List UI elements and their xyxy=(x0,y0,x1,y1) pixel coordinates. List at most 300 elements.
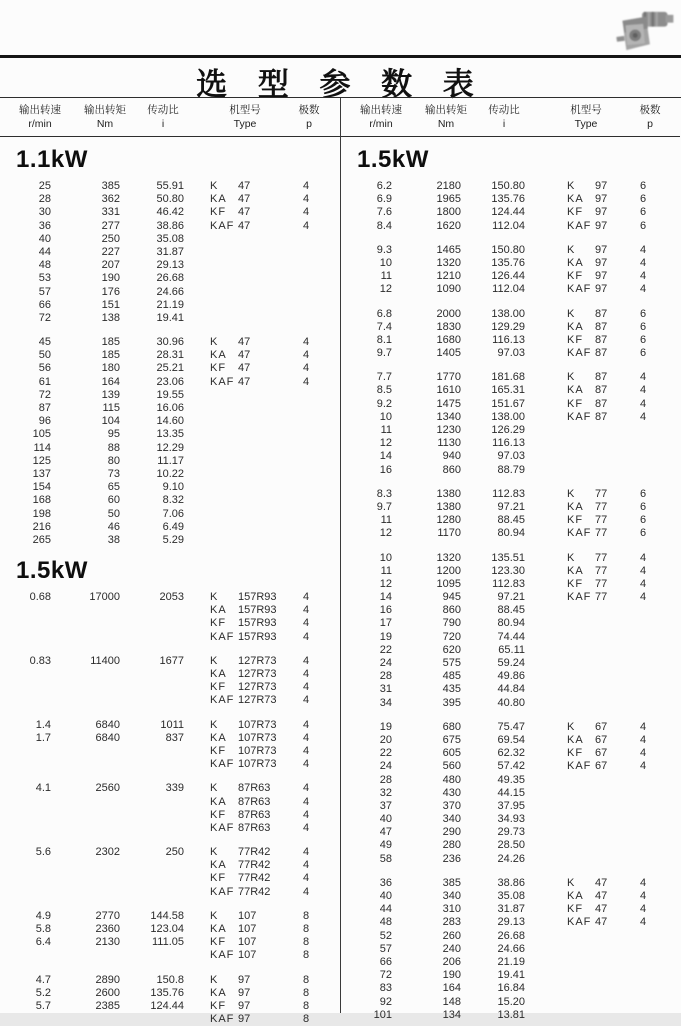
spacer xyxy=(186,846,210,859)
table-row xyxy=(0,745,340,758)
torque-cell xyxy=(53,822,122,835)
torque-cell xyxy=(53,694,122,707)
type-model-cell xyxy=(238,455,294,468)
spacer xyxy=(186,415,210,428)
type-prefix-cell: KF xyxy=(210,999,227,1012)
torque-cell: 73 xyxy=(107,467,120,480)
ratio-cell: 24.66 xyxy=(156,285,184,298)
row-block xyxy=(341,371,680,477)
table-row xyxy=(0,349,340,362)
torque-cell: 1610 xyxy=(436,384,461,397)
header-speed-unit: r/min xyxy=(369,118,393,130)
torque-cell: 38 xyxy=(107,533,120,546)
header-speed-unit: r/min xyxy=(28,118,52,130)
poles-cell xyxy=(631,697,655,710)
spacer xyxy=(186,591,210,604)
type-prefix-cell xyxy=(210,286,238,299)
poles-cell xyxy=(631,644,655,657)
poles-cell: 6 xyxy=(639,487,647,500)
speed-cell: 9.7 xyxy=(376,500,392,513)
ratio-cell: 50.80 xyxy=(156,193,184,206)
type-prefix-cell: K xyxy=(210,846,219,859)
poles-cell xyxy=(631,1009,655,1022)
poles-cell: 6 xyxy=(639,307,647,320)
type-prefix-cell: KA xyxy=(567,890,584,902)
speed-cell: 8.3 xyxy=(376,487,392,500)
speed-cell: 45 xyxy=(38,336,51,349)
torque-cell xyxy=(53,745,122,758)
speed-cell xyxy=(0,822,53,835)
type-prefix-cell xyxy=(210,468,238,481)
speed-cell xyxy=(0,949,53,962)
torque-cell: 2385 xyxy=(95,999,120,1012)
type-prefix-cell xyxy=(567,800,595,813)
torque-cell: 190 xyxy=(442,969,461,982)
type-model-cell xyxy=(238,233,294,246)
ratio-cell: 88.45 xyxy=(497,514,525,527)
type-prefix-cell: K xyxy=(567,307,576,320)
type-model-cell: 67 xyxy=(595,733,608,746)
header-poles xyxy=(635,103,665,131)
type-prefix-cell: KA xyxy=(210,731,227,744)
spacer xyxy=(186,631,210,644)
spacer xyxy=(527,283,567,296)
spacer xyxy=(186,745,210,758)
spacer xyxy=(186,362,210,375)
type-prefix-cell: KA xyxy=(210,859,227,872)
spacer xyxy=(527,244,567,257)
table-row xyxy=(341,943,680,956)
spacer xyxy=(527,800,567,813)
torque-cell: 236 xyxy=(442,852,461,865)
spacer xyxy=(186,272,210,285)
ratio-cell: 144.58 xyxy=(150,909,184,922)
torque-cell: 290 xyxy=(442,826,461,839)
table-row xyxy=(0,233,340,246)
speed-cell: 8.5 xyxy=(376,384,392,397)
torque-cell: 50 xyxy=(107,507,120,520)
spacer xyxy=(186,494,210,507)
torque-cell: 1095 xyxy=(436,577,461,590)
spacer xyxy=(527,956,567,969)
type-prefix-cell xyxy=(567,437,595,450)
type-model-cell: 77R42 xyxy=(238,885,271,898)
speed-cell: 32 xyxy=(379,786,392,799)
speed-cell: 16 xyxy=(379,604,392,617)
spacer xyxy=(186,859,210,872)
poles-cell: 4 xyxy=(639,243,647,256)
torque-cell xyxy=(53,949,122,962)
ratio-cell: 74.44 xyxy=(497,630,525,643)
ratio-cell: 14.60 xyxy=(156,415,184,428)
table-row xyxy=(341,384,680,397)
spacer xyxy=(527,930,567,943)
torque-cell: 88 xyxy=(107,441,120,454)
torque-cell: 1380 xyxy=(436,487,461,500)
ratio-cell: 44.84 xyxy=(497,683,525,696)
header-type xyxy=(196,103,294,131)
table-row xyxy=(341,488,680,501)
ratio-cell: 35.08 xyxy=(156,232,184,245)
header-type-unit: Type xyxy=(233,118,257,130)
poles-cell: 8 xyxy=(302,949,310,962)
poles-cell xyxy=(631,839,655,852)
table-row xyxy=(341,257,680,270)
speed-cell: 34 xyxy=(379,696,392,709)
spacer xyxy=(527,180,567,193)
type-model-cell xyxy=(238,246,294,259)
speed-cell: 28 xyxy=(38,193,51,206)
speed-cell xyxy=(0,617,53,630)
speed-cell: 101 xyxy=(373,1008,392,1021)
spacer xyxy=(186,180,210,193)
ratio-cell: 80.94 xyxy=(497,617,525,630)
spacer xyxy=(527,839,567,852)
speed-cell: 9.7 xyxy=(376,347,392,360)
poles-cell xyxy=(294,442,318,455)
type-prefix-cell xyxy=(567,683,595,696)
torque-cell: 370 xyxy=(442,799,461,812)
table-row xyxy=(341,839,680,852)
type-model-cell: 127R73 xyxy=(238,654,277,667)
ratio-cell xyxy=(122,949,186,962)
poles-cell xyxy=(294,415,318,428)
torque-cell: 2770 xyxy=(95,909,120,922)
ratio-cell: 25.21 xyxy=(156,362,184,375)
poles-cell: 4 xyxy=(639,876,647,889)
speed-cell: 6.9 xyxy=(376,193,392,206)
type-model-cell xyxy=(595,617,631,630)
table-row xyxy=(341,565,680,578)
table-row xyxy=(341,527,680,540)
speed-cell xyxy=(0,604,53,617)
speed-cell: 36 xyxy=(38,219,51,232)
spacer xyxy=(527,437,567,450)
poles-cell: 6 xyxy=(639,206,647,219)
ratio-cell: 9.10 xyxy=(162,481,184,494)
poles-cell: 4 xyxy=(302,731,310,744)
torque-cell: 185 xyxy=(101,336,120,349)
table-row xyxy=(0,872,340,885)
type-prefix-cell: KA xyxy=(210,795,227,808)
spacer xyxy=(527,683,567,696)
poles-cell: 4 xyxy=(302,630,310,643)
type-model-cell: 77 xyxy=(595,551,608,564)
speed-cell: 48 xyxy=(379,916,392,929)
poles-cell: 4 xyxy=(302,694,310,707)
speed-cell: 4.1 xyxy=(35,782,51,795)
speed-cell: 56 xyxy=(38,362,51,375)
type-model-cell xyxy=(595,982,631,995)
poles-cell: 4 xyxy=(639,564,647,577)
spacer xyxy=(527,787,567,800)
header-type-zh: 机型号 xyxy=(229,104,261,116)
torque-cell xyxy=(53,604,122,617)
poles-cell: 4 xyxy=(302,180,310,192)
ratio-cell: 28.31 xyxy=(156,349,184,362)
table-row xyxy=(0,846,340,859)
ratio-cell: 97.21 xyxy=(497,500,525,513)
speed-cell: 0.83 xyxy=(29,654,51,667)
ratio-cell: 88.79 xyxy=(497,463,525,476)
torque-cell: 1230 xyxy=(436,424,461,436)
spacer xyxy=(527,982,567,995)
torque-cell: 435 xyxy=(442,683,461,696)
spacer xyxy=(186,1013,210,1026)
type-model-cell: 107 xyxy=(238,936,257,949)
table-row xyxy=(0,758,340,771)
type-prefix-cell: KF xyxy=(567,333,584,346)
ratio-cell: 46.42 xyxy=(156,206,184,219)
table-row xyxy=(0,591,340,604)
table-row xyxy=(341,437,680,450)
ratio-cell: 135.76 xyxy=(150,986,184,999)
table-row xyxy=(0,886,340,899)
torque-cell: 240 xyxy=(442,942,461,955)
type-prefix-cell: KF xyxy=(567,747,584,760)
header-torque-unit: Nm xyxy=(96,118,114,130)
table-row xyxy=(341,631,680,644)
ratio-cell: 44.15 xyxy=(497,786,525,799)
row-block xyxy=(0,180,340,325)
torque-cell: 720 xyxy=(442,630,461,643)
speed-cell: 154 xyxy=(32,481,51,494)
torque-cell: 206 xyxy=(442,955,461,968)
type-prefix-cell: K xyxy=(567,720,576,733)
section-heading: 1.1kW xyxy=(16,146,88,173)
ratio-cell: 40.80 xyxy=(497,696,525,709)
spacer xyxy=(527,826,567,839)
spacer xyxy=(527,1009,567,1022)
torque-cell xyxy=(53,1013,122,1026)
torque-cell: 139 xyxy=(101,388,120,401)
ratio-cell: 37.95 xyxy=(497,799,525,812)
ratio-cell xyxy=(122,1013,186,1026)
poles-cell: 4 xyxy=(302,206,310,219)
spacer xyxy=(527,527,567,540)
table-row xyxy=(0,389,340,402)
speed-cell: 96 xyxy=(38,415,51,428)
poles-cell: 4 xyxy=(639,270,647,283)
type-prefix-cell xyxy=(567,1009,595,1022)
poles-cell xyxy=(631,657,655,670)
speed-cell: 19 xyxy=(379,630,392,643)
poles-cell: 6 xyxy=(639,500,647,513)
poles-cell: 6 xyxy=(639,333,647,346)
ratio-cell: 124.44 xyxy=(491,206,525,219)
table-row xyxy=(341,956,680,969)
spacer xyxy=(186,455,210,468)
poles-cell: 4 xyxy=(639,591,647,604)
speed-cell: 5.7 xyxy=(35,999,51,1012)
table-row xyxy=(0,299,340,312)
type-model-cell: 77 xyxy=(595,527,608,540)
header-speed xyxy=(341,103,421,131)
torque-cell: 2600 xyxy=(95,986,120,999)
ratio-cell: 29.13 xyxy=(497,916,525,929)
type-model-cell: 87 xyxy=(595,333,608,346)
row-block xyxy=(0,655,340,708)
table-row xyxy=(341,398,680,411)
ratio-cell xyxy=(122,631,186,644)
torque-cell: 80 xyxy=(107,454,120,467)
spacer xyxy=(186,668,210,681)
table-row xyxy=(0,910,340,923)
spacer xyxy=(527,347,567,360)
ratio-cell: 19.41 xyxy=(156,311,184,324)
table-row xyxy=(341,283,680,296)
ratio-cell: 16.06 xyxy=(156,402,184,414)
speed-cell: 8.4 xyxy=(376,219,392,232)
table-row xyxy=(341,244,680,257)
type-prefix-cell: KAF xyxy=(210,375,235,388)
torque-cell: 385 xyxy=(442,876,461,889)
ratio-cell: 31.87 xyxy=(156,245,184,258)
type-model-cell: 157R93 xyxy=(238,604,277,617)
poles-cell xyxy=(294,259,318,272)
spacer xyxy=(527,591,567,604)
type-model-cell: 47 xyxy=(238,362,251,375)
ratio-cell: 35.08 xyxy=(497,890,525,902)
poles-cell: 4 xyxy=(302,604,310,617)
row-block xyxy=(341,552,680,710)
poles-cell: 6 xyxy=(639,180,647,192)
speed-cell: 30 xyxy=(38,206,51,219)
speed-cell: 17 xyxy=(379,617,392,630)
ratio-cell: 150.80 xyxy=(491,180,525,192)
ratio-cell: 6.49 xyxy=(162,520,184,533)
spacer xyxy=(186,1000,210,1013)
table-row xyxy=(0,987,340,1000)
speed-cell: 10 xyxy=(379,410,392,423)
torque-cell: 2360 xyxy=(95,923,120,935)
table-row xyxy=(341,347,680,360)
poles-cell xyxy=(294,494,318,507)
spacer xyxy=(527,398,567,411)
poles-cell: 4 xyxy=(302,821,310,834)
spacer xyxy=(527,514,567,527)
ratio-cell: 116.13 xyxy=(492,333,525,346)
type-model-cell xyxy=(595,464,631,477)
ratio-cell: 65.11 xyxy=(498,643,525,656)
spacer xyxy=(186,442,210,455)
ratio-cell: 250 xyxy=(165,846,184,859)
header-ratio xyxy=(130,103,196,131)
poles-cell xyxy=(631,617,655,630)
type-model-cell xyxy=(238,534,294,547)
spacer xyxy=(186,299,210,312)
type-model-cell: 67 xyxy=(595,720,608,733)
header-ratio-zh: 传动比 xyxy=(488,104,520,116)
type-prefix-cell xyxy=(210,233,238,246)
table-row xyxy=(341,617,680,630)
torque-cell: 860 xyxy=(442,463,461,476)
type-prefix-cell xyxy=(567,697,595,710)
table-row xyxy=(0,732,340,745)
ratio-cell: 29.13 xyxy=(156,259,184,272)
poles-cell: 4 xyxy=(302,193,310,206)
speed-cell xyxy=(0,872,53,885)
type-prefix-cell: KAF xyxy=(567,591,592,604)
ratio-cell: 112.83 xyxy=(492,487,525,500)
spacer xyxy=(527,813,567,826)
type-prefix-cell: K xyxy=(567,180,576,192)
table-row xyxy=(0,468,340,481)
speed-cell: 24 xyxy=(379,657,392,669)
torque-cell: 1280 xyxy=(436,514,461,527)
spacer xyxy=(186,206,210,219)
speed-cell: 40 xyxy=(379,813,392,826)
poles-cell xyxy=(294,272,318,285)
table-row xyxy=(341,206,680,219)
table-row xyxy=(341,411,680,424)
ratio-cell: 10.22 xyxy=(156,467,184,480)
header-torque-zh: 输出转矩 xyxy=(84,104,126,116)
type-model-cell: 97 xyxy=(595,283,608,296)
table-row xyxy=(341,800,680,813)
ratio-cell xyxy=(122,758,186,771)
torque-cell: 430 xyxy=(442,786,461,799)
spacer xyxy=(527,270,567,283)
torque-cell: 190 xyxy=(101,272,120,285)
poles-cell: 8 xyxy=(302,923,310,935)
spacer xyxy=(527,644,567,657)
speed-cell: 25 xyxy=(38,180,51,192)
type-model-cell xyxy=(595,683,631,696)
poles-cell: 4 xyxy=(302,219,310,232)
spacer xyxy=(186,719,210,732)
table-row xyxy=(0,312,340,325)
type-model-cell: 107R73 xyxy=(238,718,277,731)
type-prefix-cell: KF xyxy=(210,744,227,757)
torque-cell: 185 xyxy=(101,349,120,362)
speed-cell: 14 xyxy=(379,450,392,463)
speed-cell xyxy=(0,859,53,872)
table-row xyxy=(341,734,680,747)
table-row xyxy=(0,617,340,630)
spacer xyxy=(186,376,210,389)
torque-cell: 260 xyxy=(442,929,461,942)
speed-cell: 83 xyxy=(379,982,392,995)
torque-cell: 164 xyxy=(101,375,120,388)
type-model-cell: 87R63 xyxy=(238,821,271,834)
torque-cell xyxy=(53,872,122,885)
type-prefix-cell: KF xyxy=(567,397,584,410)
torque-cell: 2302 xyxy=(95,846,120,859)
spacer xyxy=(527,853,567,866)
poles-cell: 4 xyxy=(639,283,647,296)
speed-cell: 265 xyxy=(32,533,51,546)
table-row xyxy=(341,903,680,916)
torque-cell: 680 xyxy=(442,720,461,733)
spacer xyxy=(186,336,210,349)
type-prefix-cell: KAF xyxy=(210,949,235,962)
torque-cell: 1620 xyxy=(436,219,461,232)
type-prefix-cell xyxy=(567,787,595,800)
table-row xyxy=(341,644,680,657)
type-prefix-cell xyxy=(210,508,238,521)
torque-cell: 1965 xyxy=(436,193,461,206)
spacer xyxy=(527,488,567,501)
type-model-cell: 157R93 xyxy=(238,617,277,630)
table-row xyxy=(0,402,340,415)
type-prefix-cell xyxy=(210,455,238,468)
spacer xyxy=(186,796,210,809)
torque-cell: 1475 xyxy=(436,397,461,410)
type-model-cell: 87 xyxy=(595,371,608,384)
table-row xyxy=(341,916,680,929)
torque-cell: 2130 xyxy=(95,936,120,949)
